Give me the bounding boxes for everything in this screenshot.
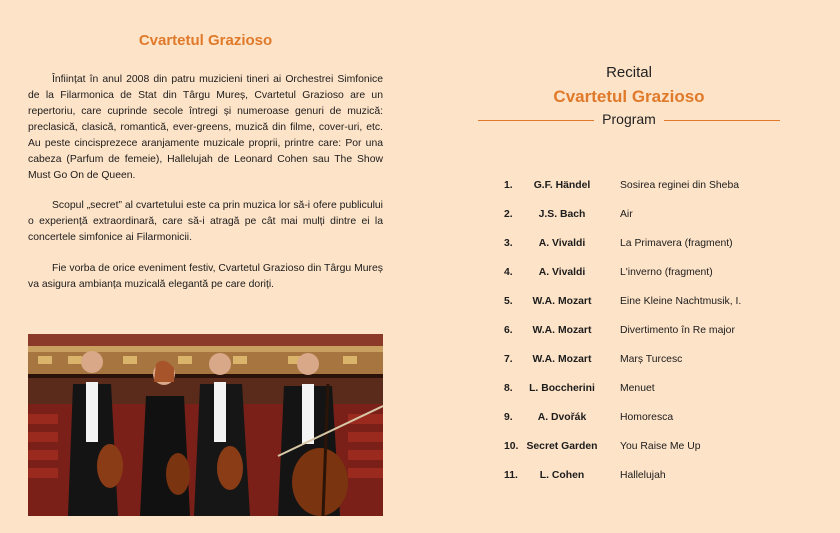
purpose-paragraph: Scopul „secret” al cvartetului este ca prin muzica lor să-i ofere publicului o experiență extraordinară, care să-i atragă pe cât mai mulți dintre ei la concertele simfonice ai Filarmonicii. xyxy=(28,200,383,243)
program-item xyxy=(504,171,824,200)
program-item-number: 2. xyxy=(504,209,513,220)
program-item-work: Eine Kleine Nachtmusik, I. xyxy=(620,296,742,307)
program-item-work: Hallelujah xyxy=(620,470,666,481)
program-item-number: 7. xyxy=(504,354,513,365)
intro-paragraph: Înființat în anul 2008 din patru muzicieni tineri ai Orchestrei Simfonice de la Filarmonica de Stat din Târgu Mureș, Cvartetul Grazioso are un repertoriu, care cuprinde secole întregi și numeroase genuri de muzică: preclasică, clasică, romantică, ever-greens, muzică din filme, cover-uri, etc. Au peste cincisprezece aranjamente muzicale proprii, printre care: Por una cabeza (Parfum de femeie), Hallelujah de Leonard Cohen sau The Show Must Go On de Queen. xyxy=(28,74,383,181)
program-item-work: Homoresca xyxy=(620,412,674,423)
program-item xyxy=(504,345,824,374)
program-item-work: Air xyxy=(620,209,633,220)
program-item-number: 1. xyxy=(504,180,513,191)
program-item-work: Divertimento în Re major xyxy=(620,325,735,336)
left-title: Cvartetul Grazioso xyxy=(138,32,273,49)
program-item xyxy=(504,229,824,258)
program-title: Cvartetul Grazioso xyxy=(553,87,705,106)
program-item-composer: L. Boccherini xyxy=(529,383,595,394)
program-item-composer: L. Cohen xyxy=(539,470,585,481)
program-item xyxy=(504,200,824,229)
program-item-composer: A. Vivaldi xyxy=(538,238,586,249)
program-item xyxy=(504,316,824,345)
program-item-composer: Secret Garden xyxy=(526,441,598,452)
program-item-number: 5. xyxy=(504,296,513,307)
program-item xyxy=(504,287,824,316)
recital-label: Recital xyxy=(606,64,652,81)
program-item-composer: G.F. Händel xyxy=(533,180,591,191)
program-item-composer: A. Dvořák xyxy=(537,412,587,423)
program-item-number: 11. xyxy=(504,470,518,481)
program-heading: Program xyxy=(594,111,664,127)
program-item-composer: W.A. Mozart xyxy=(532,296,592,307)
program-item-composer: W.A. Mozart xyxy=(532,354,592,365)
program-item-composer: J.S. Bach xyxy=(538,209,586,220)
program-item-work: L'inverno (fragment) xyxy=(620,267,713,278)
program-item-number: 3. xyxy=(504,238,513,249)
program-item xyxy=(504,374,824,403)
program-item-work: Marș Turcesc xyxy=(620,354,683,365)
program-item-number: 6. xyxy=(504,325,513,336)
program-item xyxy=(504,432,824,461)
quartet-photo xyxy=(28,334,383,516)
program-item xyxy=(504,258,824,287)
program-item-number: 8. xyxy=(504,383,513,394)
program-item-work: You Raise Me Up xyxy=(620,441,701,452)
program-item-work: Menuet xyxy=(620,383,655,394)
program-item-work: La Primavera (fragment) xyxy=(620,238,733,249)
program-item xyxy=(504,461,824,490)
program-list xyxy=(504,171,824,490)
program-item xyxy=(504,403,824,432)
program-item-number: 10. xyxy=(504,441,519,452)
program-item-composer: A. Vivaldi xyxy=(538,267,586,278)
program-item-composer: W.A. Mozart xyxy=(532,325,592,336)
program-item-number: 9. xyxy=(504,412,513,423)
program-item-work: Sosirea reginei din Sheba xyxy=(620,180,739,191)
events-paragraph: Fie vorba de orice eveniment festiv, Cvartetul Grazioso din Târgu Mureș va asigura ambianța muzicală elegantă pe care doriți. xyxy=(28,263,383,290)
program-item-number: 4. xyxy=(504,267,513,278)
